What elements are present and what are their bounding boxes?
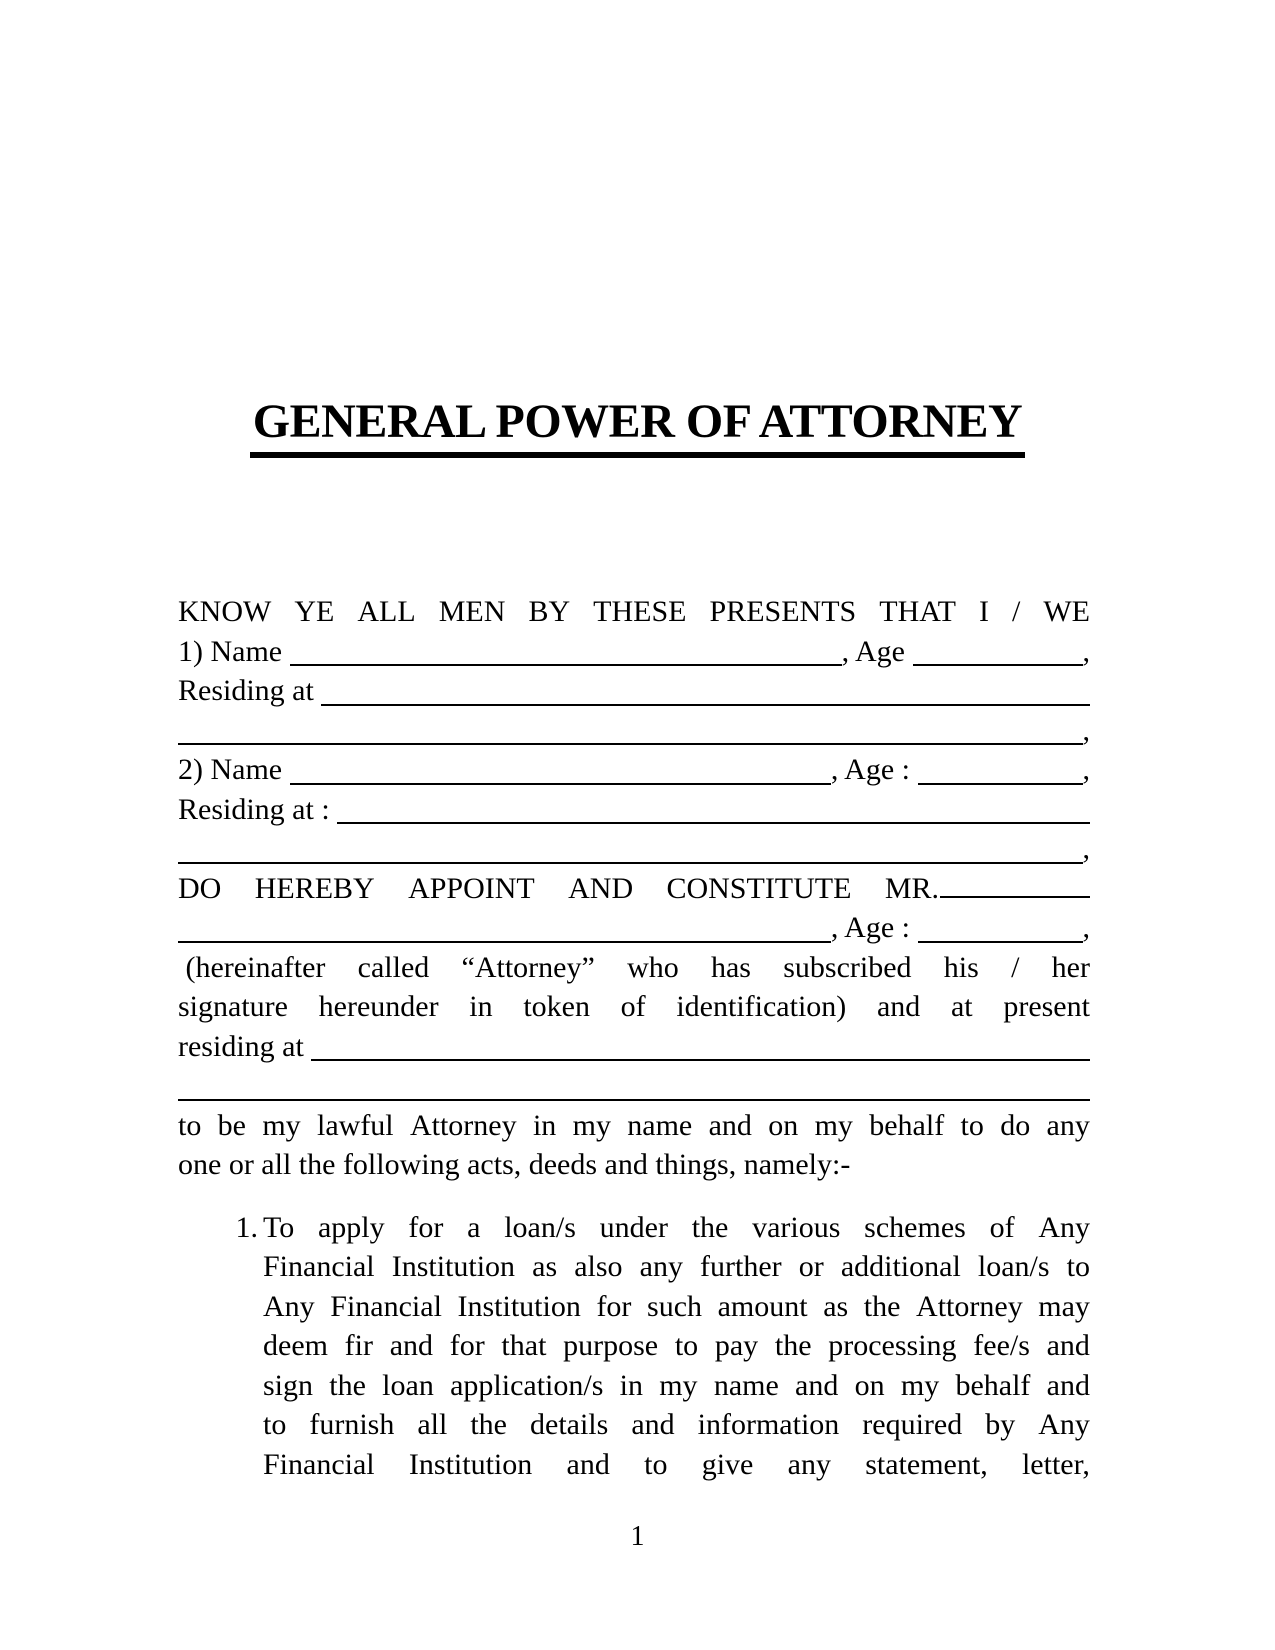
word: in — [619, 1368, 643, 1402]
text-line — [263, 1366, 1090, 1406]
text-line — [263, 1326, 1090, 1366]
word: Any — [1038, 1408, 1090, 1441]
word: for — [596, 1289, 632, 1323]
field-label: 1) Name — [178, 634, 290, 668]
word: sign — [263, 1368, 314, 1402]
word: Attorney — [409, 1108, 517, 1142]
word: the — [774, 1329, 812, 1362]
numbered-list-item — [178, 1208, 1090, 1485]
field-label: , — [1082, 832, 1090, 865]
word: my — [659, 1368, 698, 1402]
word: and — [708, 1108, 752, 1142]
word: may — [1038, 1289, 1090, 1323]
word: the — [470, 1408, 507, 1441]
text-line — [178, 1106, 1090, 1146]
word: be — [217, 1108, 246, 1142]
fill-in-blank — [178, 941, 831, 943]
field-label: , — [1082, 713, 1090, 747]
word: my — [814, 1108, 853, 1142]
document-body — [178, 592, 1090, 1484]
word: THESE — [593, 595, 687, 628]
word: for — [408, 1210, 444, 1244]
word: under — [599, 1210, 668, 1244]
word: as — [823, 1289, 849, 1323]
word: furnish — [309, 1408, 395, 1441]
fill-in-blank — [940, 896, 1090, 898]
word: identification) — [676, 990, 847, 1023]
word: letter, — [1021, 1447, 1090, 1481]
word: my — [262, 1108, 301, 1142]
word: my — [572, 1108, 611, 1142]
word: all — [417, 1408, 448, 1441]
field-label: 2) Name — [178, 753, 290, 786]
text-line — [263, 1247, 1090, 1287]
word: to — [178, 1108, 202, 1142]
word: to — [263, 1408, 287, 1441]
document-title: GENERAL POWER OF ATTORNEY — [250, 398, 1025, 458]
text-line — [263, 1287, 1090, 1327]
field-label: residing at — [178, 1029, 312, 1063]
word: and — [1046, 1368, 1090, 1402]
word: schemes — [864, 1210, 966, 1244]
word: such — [647, 1289, 703, 1323]
word: a — [467, 1210, 481, 1244]
fill-in-blank — [290, 783, 831, 785]
field-label: , — [1082, 911, 1090, 944]
word: name — [713, 1368, 779, 1402]
word: loan/s — [977, 1250, 1050, 1283]
word: any — [1046, 1108, 1090, 1142]
word: Attorney — [916, 1289, 1023, 1323]
word: and — [795, 1368, 839, 1402]
page-number: 1 — [630, 1521, 645, 1552]
word: details — [530, 1408, 609, 1441]
word: lawful — [317, 1108, 394, 1142]
word: MEN — [438, 595, 506, 628]
text-line — [178, 750, 1090, 790]
word: Institution — [408, 1447, 533, 1481]
word: for — [449, 1329, 485, 1362]
field-label: , — [1082, 753, 1090, 786]
fill-in-blank — [918, 783, 1083, 785]
word: BY — [528, 595, 571, 628]
list-item-text — [263, 1208, 1090, 1485]
text-line — [178, 869, 1090, 909]
word: subscribed — [783, 950, 912, 984]
word: signature — [178, 990, 288, 1023]
text-line — [178, 632, 1090, 672]
word: amount — [717, 1289, 808, 1323]
word: Financial — [263, 1250, 375, 1283]
word: fee/s — [973, 1329, 1030, 1362]
word: APPOINT — [408, 871, 535, 905]
word: who — [627, 950, 679, 984]
word: to — [960, 1108, 984, 1142]
body-paragraphs — [178, 592, 1090, 1185]
word: pay — [714, 1329, 759, 1362]
word: to — [644, 1447, 668, 1481]
word: processing — [828, 1329, 957, 1362]
word: name — [627, 1108, 693, 1142]
word: by — [985, 1408, 1016, 1441]
word: my — [900, 1368, 940, 1402]
word: her — [1051, 950, 1090, 984]
word: / — [1011, 950, 1020, 984]
word: behalf — [869, 1108, 945, 1142]
word: present — [1003, 990, 1090, 1023]
word: Institution — [391, 1250, 516, 1283]
field-label: , — [1082, 634, 1090, 668]
word: and — [389, 1329, 434, 1362]
word: in — [469, 990, 493, 1023]
word: Institution — [457, 1289, 581, 1323]
word: Any — [1038, 1210, 1090, 1244]
word: the — [863, 1289, 901, 1323]
word: loan — [382, 1368, 434, 1402]
word: to — [674, 1329, 699, 1362]
word: AND — [568, 871, 634, 905]
text-line — [178, 671, 1090, 711]
word: Financial — [330, 1289, 442, 1323]
word: purpose — [563, 1329, 659, 1362]
word: statement, — [865, 1447, 988, 1481]
word: PRESENTS — [709, 595, 857, 628]
word: and — [566, 1447, 610, 1481]
word: of — [620, 990, 646, 1023]
text-line — [178, 1066, 1090, 1106]
word: fir — [344, 1329, 373, 1362]
word: any — [639, 1250, 683, 1283]
word: the — [329, 1368, 366, 1402]
word: Any — [263, 1289, 315, 1323]
word: the — [691, 1210, 729, 1244]
word: any — [787, 1447, 831, 1481]
word: required — [862, 1408, 963, 1441]
word: on — [854, 1368, 885, 1402]
word: has — [710, 950, 751, 984]
word: give — [701, 1447, 754, 1481]
word: “Attorney” — [461, 950, 595, 984]
text-line — [178, 908, 1090, 948]
word: as — [532, 1250, 558, 1283]
word: HEREBY — [254, 871, 375, 905]
word: information — [697, 1408, 840, 1441]
word: and — [1046, 1329, 1090, 1362]
word: To — [263, 1210, 295, 1244]
word: KNOW — [178, 595, 272, 628]
field-label: , Age : — [830, 753, 918, 786]
field-label: Residing at — [178, 674, 322, 707]
word: to — [1066, 1250, 1090, 1283]
fill-in-blank — [337, 822, 1090, 824]
word: called — [357, 950, 430, 984]
fill-in-blank — [311, 1059, 1090, 1061]
text-line — [178, 829, 1090, 869]
word: MR. — [885, 869, 1090, 909]
word: further — [700, 1250, 782, 1283]
word: loan/s — [504, 1210, 576, 1244]
fill-in-blank — [178, 1099, 1090, 1101]
word: I — [978, 595, 989, 628]
text-line — [178, 987, 1090, 1027]
field-label: , Age : — [830, 911, 918, 944]
field-label: , Age — [841, 634, 913, 668]
word: various — [752, 1210, 841, 1244]
word: do — [1000, 1108, 1031, 1142]
text-line — [263, 1405, 1090, 1445]
text-line — [263, 1445, 1090, 1485]
word: his — [943, 950, 979, 984]
title-row — [0, 395, 1275, 458]
text-line — [263, 1208, 1090, 1248]
fill-in-blank — [178, 743, 1083, 745]
word: THAT — [879, 595, 956, 628]
fill-in-blank — [321, 704, 1090, 706]
word: / — [1011, 595, 1021, 628]
word: apply — [317, 1210, 385, 1244]
word: and — [876, 990, 921, 1023]
word: DO — [178, 871, 222, 905]
fill-in-blank — [913, 664, 1083, 666]
word: on — [768, 1108, 799, 1142]
word: token — [523, 990, 590, 1023]
word: that — [501, 1329, 547, 1362]
list-number: 1. — [235, 1210, 258, 1244]
text-line — [178, 790, 1090, 830]
word: additional — [840, 1250, 961, 1283]
word: Financial — [263, 1447, 375, 1481]
word: application/s — [450, 1368, 604, 1402]
word: ALL — [357, 595, 416, 628]
word: CONSTITUTE — [666, 871, 852, 905]
text-line — [178, 711, 1090, 751]
fill-in-blank — [290, 664, 842, 666]
word: or — [798, 1250, 824, 1283]
word: deem — [263, 1329, 328, 1362]
word: behalf — [955, 1368, 1031, 1402]
fill-in-blank — [918, 941, 1083, 943]
word: (hereinafter — [178, 950, 326, 984]
word: YE — [294, 595, 335, 628]
text-line — [178, 1027, 1090, 1067]
word: at — [950, 990, 973, 1023]
fill-in-blank — [178, 862, 1083, 864]
text-line — [178, 948, 1090, 988]
word: in — [532, 1108, 557, 1142]
word: and — [631, 1408, 675, 1441]
text-line: one or all the following acts, deeds and things, namely:- — [178, 1148, 851, 1181]
field-label: Residing at : — [178, 792, 338, 826]
word: of — [989, 1210, 1015, 1244]
word: hereunder — [318, 990, 439, 1023]
text-line — [178, 592, 1090, 632]
word: WE — [1043, 595, 1090, 628]
word: also — [574, 1250, 623, 1283]
